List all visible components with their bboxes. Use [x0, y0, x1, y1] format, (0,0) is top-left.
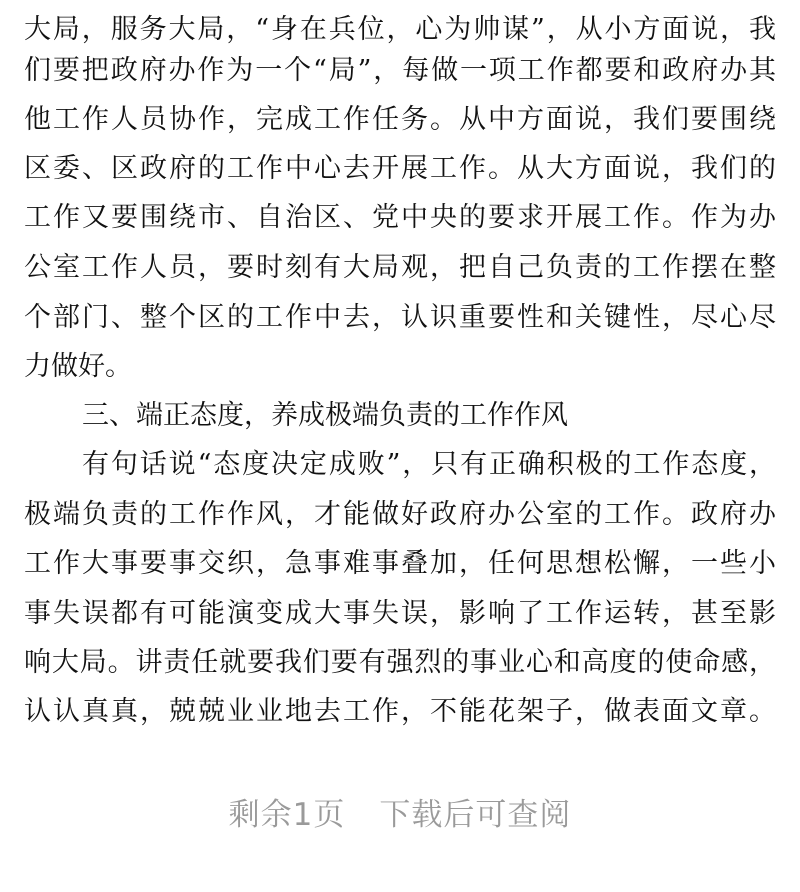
- paragraph-line: 工作大事要事交织，急事难事叠加，任何思想松懈，一些小: [24, 548, 776, 579]
- remaining-pages-label: 剩余1页: [228, 797, 346, 833]
- paragraph-line: 公室工作人员，要时刻有大局观，把自己负责的工作摆在整: [24, 252, 776, 283]
- paragraph-line: 个部门、整个区的工作中去，认识重要性和关键性，尽心尽: [24, 302, 776, 333]
- paragraph-line: 们要把政府办作为一个“局”，每做一项工作都要和政府办其: [24, 55, 776, 86]
- download-prompt[interactable]: [0, 790, 800, 840]
- paragraph-line: 极端负责的工作作风，才能做好政府办公室的工作。政府办: [24, 499, 776, 530]
- paragraph-line: 有句话说“态度决定成败”，只有正确积极的工作态度，: [82, 449, 776, 480]
- paragraph-line: 认认真真，兢兢业业地去工作，不能花架子，做表面文章。: [24, 696, 776, 727]
- paragraph-line: 大局，服务大局，“身在兵位，心为帅谋”，从小方面说，我: [24, 14, 776, 45]
- section-heading: 三、端正态度，养成极端负责的工作作风: [82, 400, 568, 431]
- paragraph-line: 力做好。: [24, 351, 132, 382]
- paragraph-line: 区委、区政府的工作中心去开展工作。从大方面说，我们的: [24, 153, 776, 184]
- paragraph-line: 事失误都有可能演变成大事失误，影响了工作运转，甚至影: [24, 598, 776, 629]
- paragraph-line: 工作又要围绕市、自治区、党中央的要求开展工作。作为办: [24, 202, 776, 233]
- paragraph-line: 响大局。讲责任就要我们要有强烈的事业心和高度的使命感，: [24, 647, 776, 678]
- download-hint-label: 下载后可查阅: [379, 797, 572, 833]
- paragraph-line: 他工作人员协作，完成工作任务。从中方面说，我们要围绕: [24, 104, 776, 135]
